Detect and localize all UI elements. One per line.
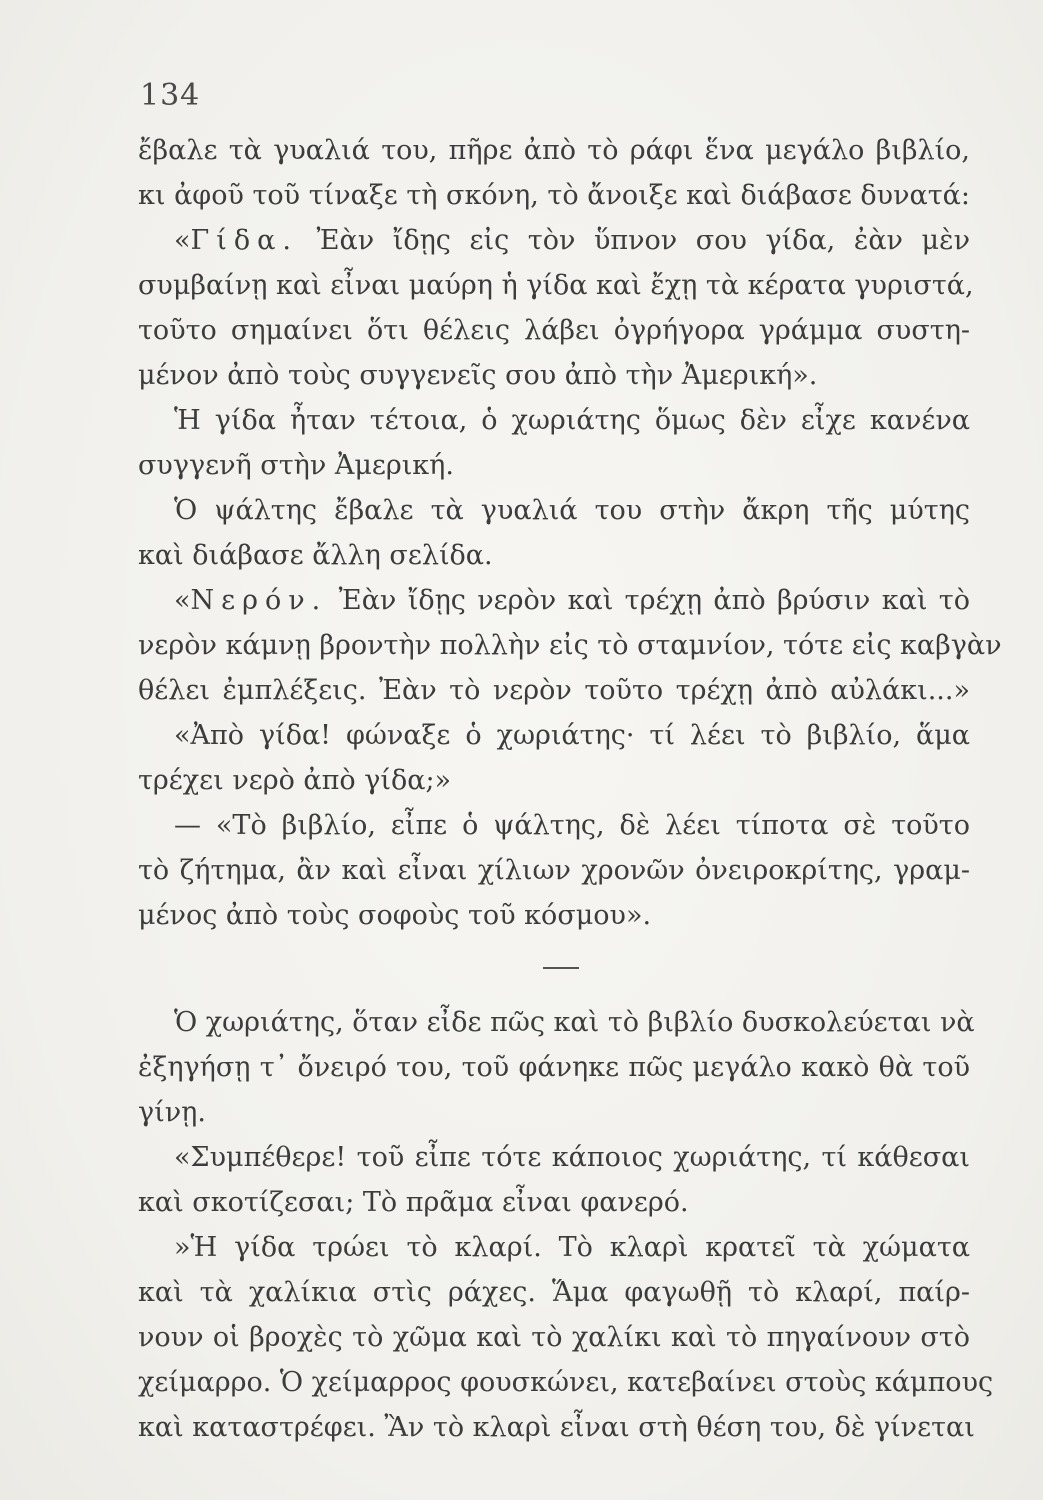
quote-mark: « — [174, 585, 191, 616]
text-line: νερὸν κάμνῃ βροντὴν πολλὴν εἰς τὸ σταμνίον, τότε εἰς καβγὰν — [138, 630, 1002, 661]
text-line: καὶ καταστρέφει. Ἂν τὸ κλαρὶ εἶναι στὴ θέση του, δὲ γίνεται — [138, 1412, 975, 1443]
text-line: κι ἀφοῦ τοῦ τίναξε τὴ σκόνη, τὸ ἄνοιξε καὶ διάβασε δυνατά: — [138, 180, 970, 211]
dream-keyword: Νερόν. — [190, 585, 328, 616]
quote-mark: « — [174, 225, 191, 256]
text-block-lower — [138, 1000, 994, 1450]
text-line: «Ἀπὸ γίδα! φώναξε ὁ χωριάτης· τί λέει τὸ βιβλίο, ἅμα — [174, 720, 970, 751]
text-line: ἔβαλε τὰ γυαλιά του, πῆρε ἀπὸ τὸ ράφι ἕνα μεγάλο βιβλίο, — [138, 135, 970, 166]
line-text: Ἐὰν ἴδῃς εἰς τὸν ὕπνον σου γίδα, ἐὰν μὲν — [297, 225, 970, 256]
text-line: γίνῃ. — [138, 1097, 206, 1128]
line-text: Ἐὰν ἴδῃς νερὸν καὶ τρέχῃ ἀπὸ βρύσιν καὶ τὸ — [327, 585, 970, 616]
text-line: «Συμπέθερε! τοῦ εἶπε τότε κάποιος χωριάτης, τί κάθεσαι — [174, 1142, 970, 1173]
text-block-upper — [138, 128, 1002, 938]
section-separator — [543, 967, 579, 969]
text-line: νουν οἱ βροχὲς τὸ χῶμα καὶ τὸ χαλίκι καὶ τὸ πηγαίνουν στὸ — [138, 1322, 970, 1353]
text-line: Ὁ ψάλτης ἔβαλε τὰ γυαλιά του στὴν ἄκρη τῆς μύτης — [174, 495, 970, 526]
text-line: συγγενῆ στὴν Ἀμερική. — [138, 450, 454, 481]
page-number: 134 — [140, 78, 201, 113]
text-line: Ὁ χωριάτης, ὅταν εἶδε πῶς καὶ τὸ βιβλίο δυσκολεύεται νὰ — [174, 1007, 975, 1038]
text-line: τοῦτο σημαίνει ὅτι θέλεις λάβει ὀγρήγορα γράμμα συστη- — [138, 315, 970, 346]
text-line: θέλει ἐμπλέξεις. Ἐὰν τὸ νερὸν τοῦτο τρέχῃ ἀπὸ αὐλάκι...» — [138, 675, 970, 706]
text-line — [138, 578, 970, 623]
text-line: »Ἡ γίδα τρώει τὸ κλαρί. Τὸ κλαρὶ κρατεῖ τὰ χώματα — [174, 1232, 970, 1263]
text-line: καὶ τὰ χαλίκια στὶς ράχες. Ἅμα φαγωθῇ τὸ κλαρί, παίρ- — [138, 1277, 970, 1308]
text-line: καὶ σκοτίζεσαι; Τὸ πρᾶμα εἶναι φανερό. — [138, 1187, 689, 1218]
text-line: μένον ἀπὸ τοὺς συγγενεῖς σου ἀπὸ τὴν Ἀμερική». — [138, 360, 818, 391]
text-line: καὶ διάβασε ἄλλη σελίδα. — [138, 540, 493, 571]
text-line: χείμαρρο. Ὁ χείμαρρος φουσκώνει, κατεβαίνει στοὺς κάμπους — [138, 1367, 994, 1398]
text-line: μένος ἀπὸ τοὺς σοφοὺς τοῦ κόσμου». — [138, 900, 652, 931]
text-line — [138, 218, 970, 263]
text-line: — «Τὸ βιβλίο, εἶπε ὁ ψάλτης, δὲ λέει τίποτα σὲ τοῦτο — [174, 810, 970, 841]
text-line: τὸ ζήτημα, ἂν καὶ εἶναι χίλιων χρονῶν ὀνειροκρίτης, γραμ- — [138, 855, 970, 886]
text-line: συμβαίνῃ καὶ εἶναι μαύρη ἡ γίδα καὶ ἔχῃ τὰ κέρατα γυριστά, — [138, 270, 974, 301]
text-line: ἐξηγήσῃ τ᾽ ὄνειρό του, τοῦ φάνηκε πῶς μεγάλο κακὸ θὰ τοῦ — [138, 1052, 970, 1083]
text-line: τρέχει νερὸ ἀπὸ γίδα;» — [138, 765, 452, 796]
dream-keyword: Γίδα. — [190, 225, 298, 256]
text-line: Ἡ γίδα ἦταν τέτοια, ὁ χωριάτης ὅμως δὲν εἶχε κανένα — [174, 405, 970, 436]
